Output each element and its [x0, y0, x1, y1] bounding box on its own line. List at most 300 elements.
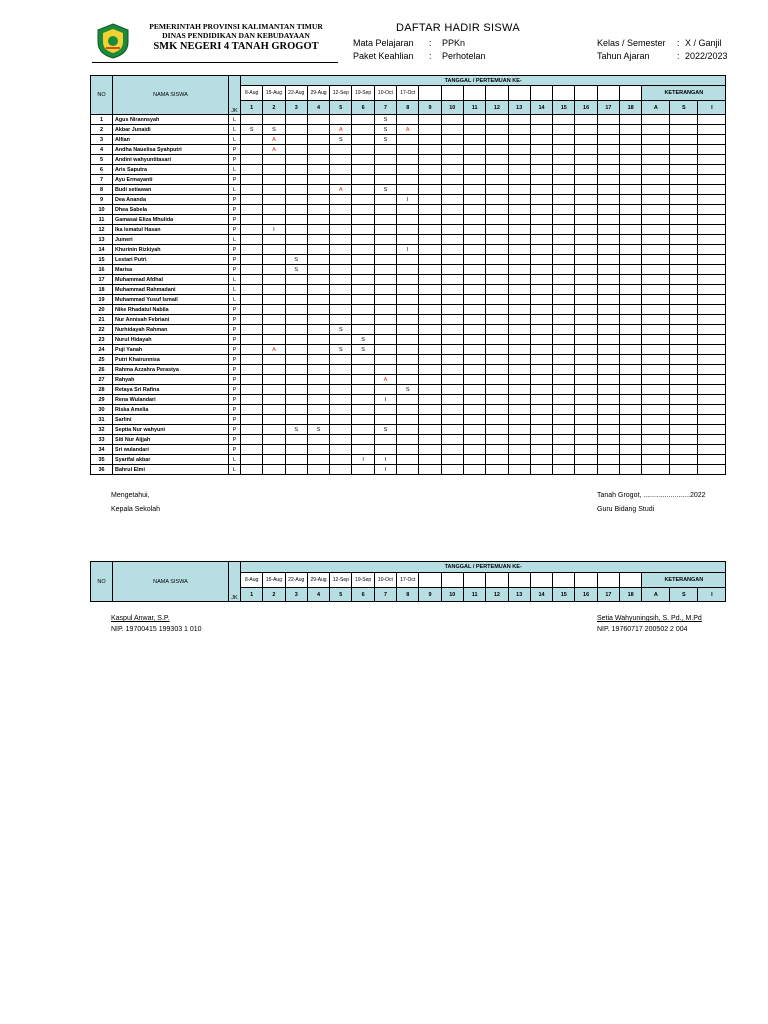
attendance-cell [508, 325, 530, 335]
attendance-cell [285, 355, 307, 365]
col-header-tanggal: TANGGAL / PERTEMUAN KE- [241, 562, 726, 573]
attendance-cell [486, 325, 508, 335]
attendance-cell [352, 145, 374, 155]
attendance-cell [374, 305, 396, 315]
table-row [91, 405, 726, 415]
attendance-cell [374, 165, 396, 175]
attendance-cell [463, 245, 485, 255]
attendance-cell [285, 435, 307, 445]
keterangan-cell [642, 115, 670, 125]
attendance-cell [463, 295, 485, 305]
keterangan-cell [698, 295, 726, 305]
date-cell [575, 573, 597, 588]
keterangan-cell [670, 455, 698, 465]
attendance-cell [419, 165, 441, 175]
student-name: Rahma Azzahra Perastya [113, 365, 229, 375]
attendance-cell [486, 225, 508, 235]
attendance-cell [419, 125, 441, 135]
student-name: Budi setiawan [113, 185, 229, 195]
attendance-cell [285, 235, 307, 245]
attendance-cell [441, 175, 463, 185]
student-name: Andini wahyuntitasari [113, 155, 229, 165]
attendance-cell [553, 335, 575, 345]
attendance-cell [441, 425, 463, 435]
attendance-cell [397, 375, 419, 385]
attendance-cell [307, 305, 329, 315]
attendance-cell [330, 455, 352, 465]
meeting-number-cell: 4 [307, 101, 329, 115]
attendance-cell [397, 255, 419, 265]
attendance-cell [441, 285, 463, 295]
keterangan-cell [642, 165, 670, 175]
attendance-cell [441, 145, 463, 155]
ket-s-header: S [670, 588, 698, 602]
meeting-number-cell: 2 [263, 101, 285, 115]
keterangan-cell [642, 215, 670, 225]
attendance-cell [397, 315, 419, 325]
keterangan-cell [670, 365, 698, 375]
attendance-cell [597, 385, 619, 395]
attendance-cell [263, 455, 285, 465]
attendance-cell [463, 155, 485, 165]
attendance-cell [352, 295, 374, 305]
table-row [91, 115, 726, 125]
attendance-cell [530, 395, 552, 405]
attendance-cell [307, 325, 329, 335]
attendance-cell [620, 435, 642, 445]
row-number: 10 [91, 205, 113, 215]
attendance-cell [463, 465, 485, 475]
attendance-cell [575, 265, 597, 275]
attendance-cell [419, 395, 441, 405]
attendance-cell [486, 275, 508, 285]
student-gender: L [229, 275, 241, 285]
attendance-cell [508, 375, 530, 385]
row-number: 15 [91, 255, 113, 265]
date-cell [463, 86, 485, 101]
attendance-cell [553, 265, 575, 275]
attendance-cell [330, 425, 352, 435]
row-number: 21 [91, 315, 113, 325]
attendance-cell [263, 265, 285, 275]
keterangan-cell [698, 215, 726, 225]
attendance-cell [597, 245, 619, 255]
meeting-number-cell: 3 [285, 588, 307, 602]
row-number: 23 [91, 335, 113, 345]
row-number: 19 [91, 295, 113, 305]
attendance-cell [330, 385, 352, 395]
attendance-cell [441, 325, 463, 335]
attendance-cell [263, 405, 285, 415]
attendance-cell [530, 465, 552, 475]
keterangan-cell [698, 135, 726, 145]
meeting-number-cell: 12 [486, 101, 508, 115]
attendance-cell [553, 215, 575, 225]
date-cell [463, 573, 485, 588]
attendance-cell [463, 315, 485, 325]
attendance-cell [397, 215, 419, 225]
table-row [91, 245, 726, 255]
attendance-cell [597, 215, 619, 225]
attendance-cell [553, 405, 575, 415]
attendance-cell [441, 295, 463, 305]
student-name: Nike Rhadatul Nabila [113, 305, 229, 315]
attendance-cell [419, 375, 441, 385]
attendance-cell [486, 315, 508, 325]
keterangan-cell [698, 155, 726, 165]
student-gender: L [229, 135, 241, 145]
kelas-label: Kelas / Semester [597, 38, 666, 48]
attendance-cell [397, 145, 419, 155]
meeting-number-cell: 9 [419, 101, 441, 115]
keterangan-cell [698, 275, 726, 285]
keterangan-cell [642, 355, 670, 365]
student-name: Dea Ananda [113, 195, 229, 205]
attendance-cell [620, 165, 642, 175]
attendance-cell [575, 425, 597, 435]
attendance-cell [352, 355, 374, 365]
attendance-cell: A [374, 375, 396, 385]
student-gender: P [229, 415, 241, 425]
attendance-cell [508, 345, 530, 355]
attendance-cell [330, 235, 352, 245]
attendance-cell [419, 275, 441, 285]
attendance-cell [241, 295, 263, 305]
attendance-cell [307, 415, 329, 425]
attendance-cell [330, 295, 352, 305]
table-row [91, 345, 726, 355]
date-cell [441, 573, 463, 588]
attendance-cell [620, 235, 642, 245]
attendance-cell [330, 305, 352, 315]
keterangan-cell [670, 135, 698, 145]
student-name: Marisa [113, 265, 229, 275]
attendance-cell [530, 185, 552, 195]
student-gender: L [229, 115, 241, 125]
attendance-cell [441, 405, 463, 415]
attendance-cell [307, 165, 329, 175]
attendance-cell [330, 375, 352, 385]
attendance-cell [486, 305, 508, 315]
attendance-cell [575, 245, 597, 255]
keterangan-cell [642, 395, 670, 405]
keterangan-cell [642, 225, 670, 235]
student-gender: P [229, 205, 241, 215]
meeting-number-cell: 13 [508, 101, 530, 115]
attendance-cell [419, 295, 441, 305]
attendance-cell [285, 365, 307, 375]
attendance-cell [463, 325, 485, 335]
attendance-cell [285, 305, 307, 315]
student-gender: P [229, 335, 241, 345]
attendance-cell [241, 165, 263, 175]
date-cell: 19-Sep [352, 86, 374, 101]
attendance-cell [508, 175, 530, 185]
attendance-cell [597, 445, 619, 455]
keterangan-cell [698, 355, 726, 365]
date-cell: 8-Aug [241, 573, 263, 588]
attendance-cell: S [330, 135, 352, 145]
attendance-cell [553, 395, 575, 405]
col-header-no: NO [91, 562, 113, 602]
attendance-cell [397, 135, 419, 145]
attendance-cell [307, 385, 329, 395]
attendance-cell [397, 465, 419, 475]
table-row [91, 445, 726, 455]
attendance-cell [441, 165, 463, 175]
attendance-cell [620, 365, 642, 375]
attendance-cell [374, 265, 396, 275]
attendance-cell [419, 465, 441, 475]
attendance-cell [285, 345, 307, 355]
attendance-cell [553, 375, 575, 385]
attendance-cell [575, 165, 597, 175]
student-name: Dhea Sabela [113, 205, 229, 215]
attendance-cell [597, 375, 619, 385]
attendance-cell [285, 405, 307, 415]
attendance-cell [530, 335, 552, 345]
attendance-cell [241, 405, 263, 415]
attendance-cell [597, 275, 619, 285]
attendance-cell [307, 135, 329, 145]
attendance-cell [508, 435, 530, 445]
attendance-cell [486, 175, 508, 185]
guru-bidang-studi-text: Guru Bidang Studi [597, 506, 655, 513]
attendance-cell [285, 115, 307, 125]
attendance-cell [241, 275, 263, 285]
attendance-cell [352, 125, 374, 135]
student-gender: P [229, 255, 241, 265]
keterangan-cell [670, 145, 698, 155]
attendance-cell [263, 115, 285, 125]
keterangan-cell [670, 345, 698, 355]
table-row [91, 155, 726, 165]
student-name: Muhammad Rahmadani [113, 285, 229, 295]
keterangan-cell [698, 145, 726, 155]
attendance-cell [307, 315, 329, 325]
attendance-cell [419, 365, 441, 375]
keterangan-cell [698, 375, 726, 385]
keterangan-cell [670, 355, 698, 365]
attendance-cell [241, 435, 263, 445]
attendance-cell [330, 445, 352, 455]
attendance-cell [463, 175, 485, 185]
attendance-cell [441, 435, 463, 445]
attendance-cell [352, 405, 374, 415]
attendance-cell [419, 335, 441, 345]
attendance-cell [330, 215, 352, 225]
attendance-cell [597, 125, 619, 135]
table-row [91, 425, 726, 435]
keterangan-cell [670, 235, 698, 245]
meeting-number-cell: 14 [530, 588, 552, 602]
attendance-cell [419, 265, 441, 275]
attendance-cell [486, 255, 508, 265]
attendance-cell [330, 245, 352, 255]
meeting-number-cell: 10 [441, 588, 463, 602]
attendance-cell [553, 345, 575, 355]
attendance-cell [374, 245, 396, 255]
ket-i-header: I [698, 101, 726, 115]
attendance-cell [397, 165, 419, 175]
attendance-cell [463, 365, 485, 375]
attendance-cell [530, 315, 552, 325]
attendance-cell [620, 455, 642, 465]
student-name: Putri Khairunnisa [113, 355, 229, 365]
keterangan-cell [642, 365, 670, 375]
attendance-cell [575, 285, 597, 295]
attendance-cell [352, 425, 374, 435]
attendance-cell [530, 435, 552, 445]
date-cell [486, 86, 508, 101]
row-number: 2 [91, 125, 113, 135]
student-gender: P [229, 435, 241, 445]
table-row [91, 175, 726, 185]
attendance-cell [307, 195, 329, 205]
attendance-cell [285, 455, 307, 465]
attendance-cell [508, 185, 530, 195]
attendance-cell: S [263, 125, 285, 135]
attendance-cell [374, 155, 396, 165]
attendance-cell [419, 455, 441, 465]
attendance-cell [441, 365, 463, 375]
guru-nip: NIP. 19760717 200502 2 004 [597, 626, 688, 633]
attendance-cell [620, 325, 642, 335]
keterangan-cell [670, 185, 698, 195]
keterangan-cell [698, 165, 726, 175]
attendance-cell [508, 195, 530, 205]
attendance-cell [508, 465, 530, 475]
table-row [91, 135, 726, 145]
attendance-cell [285, 415, 307, 425]
attendance-cell [508, 245, 530, 255]
row-number: 27 [91, 375, 113, 385]
row-number: 33 [91, 435, 113, 445]
meeting-number-cell: 15 [553, 588, 575, 602]
row-number: 30 [91, 405, 113, 415]
keterangan-cell [698, 225, 726, 235]
student-gender: P [229, 155, 241, 165]
student-name: Muhammad Yusuf Ismail [113, 295, 229, 305]
attendance-cell [330, 285, 352, 295]
mengetahui-text: Mengetahui, [111, 492, 150, 499]
attendance-cell [530, 345, 552, 355]
col-header-no: NO [91, 76, 113, 115]
keterangan-cell [698, 405, 726, 415]
attendance-cell [241, 235, 263, 245]
attendance-cell [508, 365, 530, 375]
attendance-cell [530, 155, 552, 165]
keterangan-cell [698, 315, 726, 325]
attendance-cell [307, 255, 329, 265]
row-number: 18 [91, 285, 113, 295]
attendance-cell [508, 355, 530, 365]
attendance-cell [263, 395, 285, 405]
table-row [91, 235, 726, 245]
attendance-cell [553, 295, 575, 305]
attendance-cell [352, 255, 374, 265]
date-cell: 8-Aug [241, 86, 263, 101]
student-name: Khurinin Rizkiyah [113, 245, 229, 255]
date-cell [530, 573, 552, 588]
attendance-cell [463, 225, 485, 235]
attendance-cell [463, 285, 485, 295]
date-cell: 29-Aug [307, 573, 329, 588]
attendance-cell [486, 335, 508, 345]
attendance-cell [374, 295, 396, 305]
attendance-cell [441, 155, 463, 165]
date-cell: 17-Oct [397, 573, 419, 588]
attendance-cell [508, 225, 530, 235]
meeting-number-cell: 7 [374, 101, 396, 115]
attendance-cell [419, 195, 441, 205]
attendance-cell: A [397, 125, 419, 135]
row-number: 1 [91, 115, 113, 125]
attendance-cell [241, 445, 263, 455]
attendance-cell [419, 245, 441, 255]
attendance-cell [553, 225, 575, 235]
keterangan-cell [642, 235, 670, 245]
attendance-cell [419, 135, 441, 145]
attendance-cell [307, 375, 329, 385]
attendance-cell [597, 155, 619, 165]
attendance-cell [352, 235, 374, 245]
attendance-cell [374, 205, 396, 215]
table-row [91, 145, 726, 155]
attendance-cell [620, 415, 642, 425]
attendance-cell [486, 115, 508, 125]
attendance-cell: S [330, 345, 352, 355]
attendance-cell [575, 355, 597, 365]
keterangan-cell [698, 455, 726, 465]
attendance-cell [241, 245, 263, 255]
attendance-cell [597, 195, 619, 205]
table-row [91, 195, 726, 205]
attendance-cell [597, 415, 619, 425]
keterangan-cell [698, 125, 726, 135]
student-name: Rahyah [113, 375, 229, 385]
attendance-cell [307, 125, 329, 135]
meeting-number-cell: 9 [419, 588, 441, 602]
attendance-cell [263, 315, 285, 325]
keterangan-cell [670, 255, 698, 265]
attendance-cell [463, 275, 485, 285]
date-cell: 17-Oct [397, 86, 419, 101]
meeting-number-cell: 5 [330, 588, 352, 602]
ket-s-header: S [670, 101, 698, 115]
attendance-cell [330, 365, 352, 375]
attendance-cell [486, 135, 508, 145]
attendance-cell [374, 415, 396, 425]
attendance-cell [620, 175, 642, 185]
attendance-cell [575, 405, 597, 415]
attendance-cell [575, 135, 597, 145]
attendance-cell [330, 465, 352, 475]
attendance-cell [241, 455, 263, 465]
table-row [91, 285, 726, 295]
student-gender: P [229, 265, 241, 275]
attendance-cell [419, 355, 441, 365]
attendance-cell [486, 165, 508, 175]
attendance-cell [553, 255, 575, 265]
table-row [91, 225, 726, 235]
attendance-cell: A [263, 345, 285, 355]
attendance-cell [374, 365, 396, 375]
attendance-cell [307, 345, 329, 355]
attendance-cell [463, 425, 485, 435]
keterangan-cell [698, 345, 726, 355]
attendance-cell [530, 445, 552, 455]
